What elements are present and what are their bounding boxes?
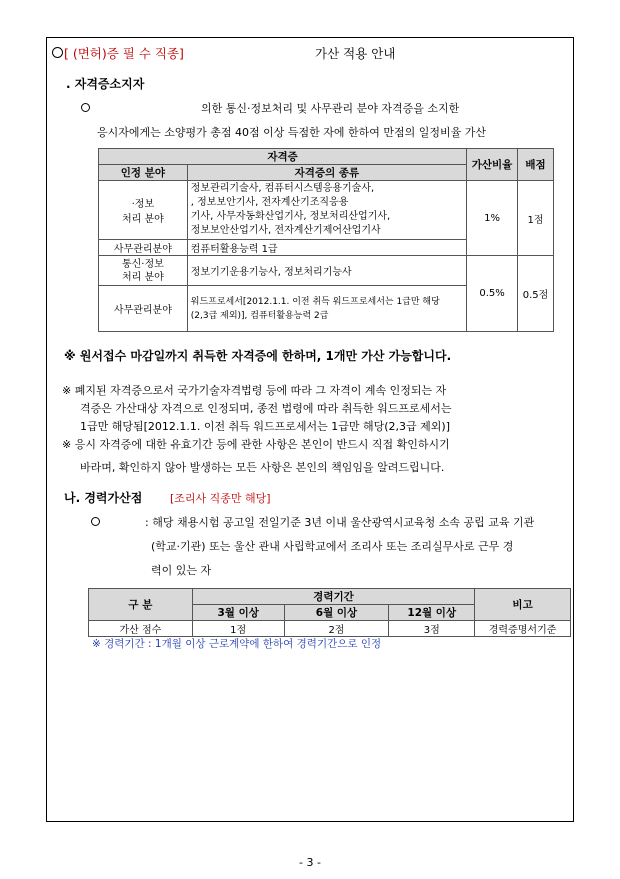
note-line: 바라며, 확인하지 않아 발생하는 모든 사항은 본인의 책임임을 알려드립니다. bbox=[80, 461, 445, 474]
types-cell: 정보관리기술사, 컴퓨터시스템응용기술사, , 정보보안기사, 전자계산기조직응용 기사, 사무자동화산업기사, 정보처리산업기사, 정보보안산업기사, 전자계산기제어산업기사 bbox=[187, 181, 466, 240]
section2-heading: 나. 경력가산점 bbox=[64, 491, 143, 505]
score-cell: 1점 bbox=[192, 621, 284, 637]
ratio-cell: 1% bbox=[467, 181, 518, 256]
note-line: 1급만 해당됨[2012.1.1. 이전 취득 워드프로세서는 1급만 해당(2,3급 제외)] bbox=[80, 420, 451, 433]
circle-bullet-icon bbox=[52, 47, 63, 58]
field-cell: 사무관리분야 bbox=[99, 240, 188, 256]
score-cell: 3점 bbox=[389, 621, 475, 637]
note-line: 격증은 가산대상 자격으로 인정되며, 종전 법령에 따라 취득한 워드프로세서는 bbox=[80, 402, 452, 415]
table2-col-note: 비고 bbox=[475, 589, 571, 621]
types-cell: 컴퓨터활용능력 1급 bbox=[187, 240, 466, 256]
types-cell: 워드프로세서[2012.1.1. 이전 취득 워드프로세서는 1급만 해당 (2,3급 제외)], 컴퓨터활용능력 2급 bbox=[187, 286, 466, 332]
row-note-cell: 경력증명서기준 bbox=[475, 621, 571, 637]
footnote: ※ 경력기간 : 1개월 이상 근로계약에 한하여 경력기간으로 인정 bbox=[92, 638, 382, 650]
table1-col-points: 배점 bbox=[518, 149, 554, 181]
page-number: - 3 - bbox=[299, 856, 321, 869]
header-tag: [ (면허)증 필 수 직종] bbox=[64, 46, 184, 61]
points-cell: 0.5점 bbox=[518, 256, 554, 332]
header-title: 가산 적용 안내 bbox=[315, 46, 396, 61]
period-header: 3월 이상 bbox=[192, 605, 284, 621]
ratio-cell: 0.5% bbox=[467, 256, 518, 332]
period-header: 12월 이상 bbox=[389, 605, 475, 621]
table-row bbox=[99, 181, 554, 240]
field-cell: 사무관리분야 bbox=[99, 286, 188, 332]
table2-group-header: 경력기간 bbox=[192, 589, 474, 605]
period-header: 6월 이상 bbox=[284, 605, 389, 621]
row-label-cell: 가산 점수 bbox=[89, 621, 193, 637]
table1-group-header: 자격증 bbox=[99, 149, 467, 165]
section2-desc-line: : 해당 채용시험 공고일 전일기준 3년 이내 울산광역시교육청 소속 공립 교육 기관 bbox=[145, 516, 535, 529]
certificate-table bbox=[98, 148, 554, 332]
note-bold: ※ 원서접수 마감일까지 취득한 자격증에 한하며, 1개만 가산 가능합니다. bbox=[64, 349, 452, 363]
career-table bbox=[88, 588, 571, 637]
note-line: ※ 폐지된 자격증으로서 국가기술자격법령 등에 따라 그 자격이 계속 인정되는 자 bbox=[62, 384, 447, 397]
points-cell: 1점 bbox=[518, 181, 554, 256]
section2-desc-line: (학교·기관) 또는 울산 관내 사립학교에서 조리사 또는 조리실무사로 근무 경 bbox=[151, 540, 514, 553]
table1-col-ratio: 가산비율 bbox=[467, 149, 518, 181]
section1-line2: 응시자에게는 소양평가 총점 40점 이상 득점한 자에 한하여 만점의 일정비율 가산 bbox=[97, 126, 486, 139]
circle-bullet-icon bbox=[91, 517, 100, 526]
score-cell: 2점 bbox=[284, 621, 389, 637]
field-cell: ·정보 처리 분야 bbox=[99, 181, 188, 240]
section2-desc-line: 력이 있는 자 bbox=[151, 564, 212, 577]
table1-col-type: 자격증의 종류 bbox=[187, 165, 466, 181]
section1-line1: 의한 통신·정보처리 및 사무관리 분야 자격증을 소지한 bbox=[201, 102, 460, 115]
table-row bbox=[99, 256, 554, 286]
table1-col-field: 인정 분야 bbox=[99, 165, 188, 181]
section2-heading-note: [조리사 직종만 해당] bbox=[170, 492, 271, 505]
note-line: ※ 응시 자격증에 대한 유효기간 등에 관한 사항은 본인이 반드시 직접 확인하시기 bbox=[62, 438, 450, 451]
types-cell: 정보기기운용기능사, 정보처리기능사 bbox=[187, 256, 466, 286]
table2-col-label: 구 분 bbox=[89, 589, 193, 621]
field-cell: 통신·정보 처리 분야 bbox=[99, 256, 188, 286]
table-row bbox=[89, 621, 571, 637]
section1-heading: . 자격증소지자 bbox=[66, 77, 145, 91]
circle-bullet-icon bbox=[81, 103, 90, 112]
